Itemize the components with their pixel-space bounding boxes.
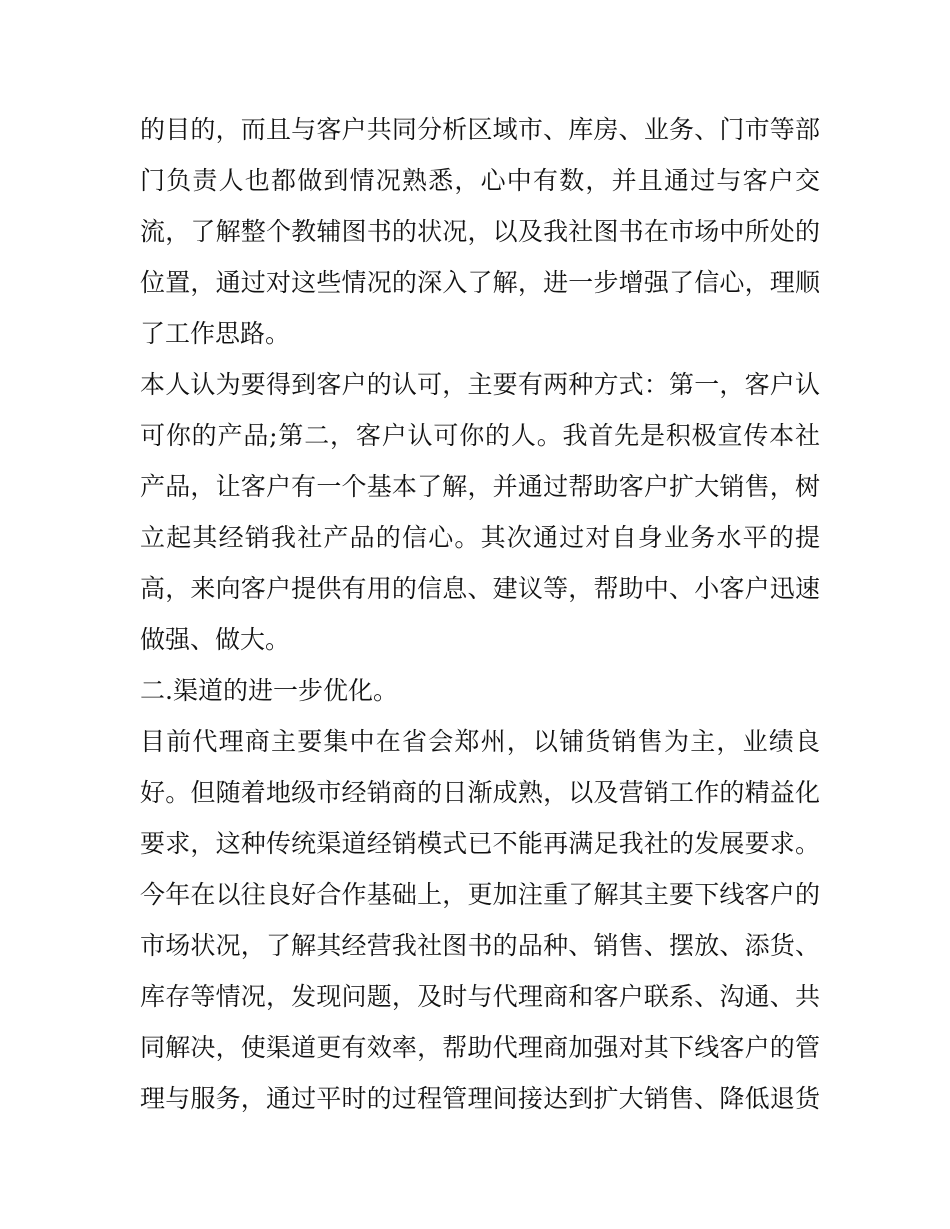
text-line: 位置，通过对这些情况的深入了解，进一步增强了信心，理顺 [140,268,820,297]
text-line: 产品，让客户有一个基本了解，并通过帮助客户扩大销售，树 [140,472,820,501]
text-line: 做强、做大。 [140,625,291,654]
text-line: 立起其经销我社产品的信心。其次通过对自身业务水平的提 [140,523,820,552]
text-line: 门负责人也都做到情况熟悉，心中有数，并且通过与客户交 [140,166,820,195]
text-line: 目前代理商主要集中在省会郑州，以铺货销售为主，业绩良 [140,727,820,756]
text-line: 本人认为要得到客户的认可，主要有两种方式：第一，客户认 [140,370,820,399]
text-line: 同解决，使渠道更有效率，帮助代理商加强对其下线客户的管 [140,1033,820,1062]
text-line: 流，了解整个教辅图书的状况，以及我社图书在市场中所处的 [140,217,820,246]
text-line: 的目的，而且与客户共同分析区域市、库房、业务、门市等部 [140,115,820,144]
section-heading: 二.渠道的进一步优化。 [140,676,398,705]
text-line: 好。但随着地级市经销商的日渐成熟，以及营销工作的精益化 [140,778,820,807]
document-body [140,104,820,1124]
text-line: 理与服务，通过平时的过程管理间接达到扩大销售、降低退货 [140,1084,820,1113]
text-line: 要求，这种传统渠道经销模式已不能再满足我社的发展要求。 [140,829,820,858]
text-line: 可你的产品;第二，客户认可你的人。我首先是积极宣传本社 [140,421,820,450]
text-line: 今年在以往良好合作基础上，更加注重了解其主要下线客户的 [140,880,820,909]
text-line: 库存等情况，发现问题，及时与代理商和客户联系、沟通、共 [140,982,820,1011]
text-line: 高，来向客户提供有用的信息、建议等，帮助中、小客户迅速 [140,574,820,603]
text-line: 市场状况，了解其经营我社图书的品种、销售、摆放、添货、 [140,931,820,960]
text-line: 了工作思路。 [140,319,291,348]
